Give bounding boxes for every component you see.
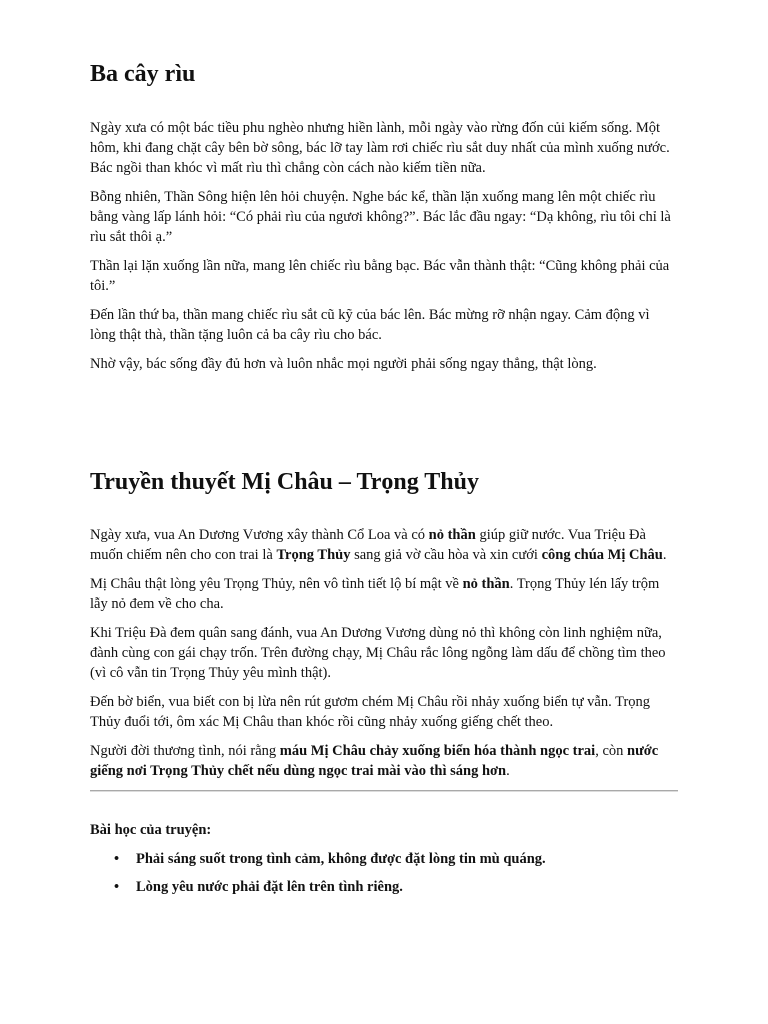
paragraph: Bỗng nhiên, Thần Sông hiện lên hỏi chuyện. Nghe bác kể, thần lặn xuống mang lên một chiếc rìu bằng vàng lấp lánh hỏi: “Có phải rìu của ngươi không?”. Bác lắc đầu ngay: “Dạ không, rìu tôi chỉ là rìu sắt thôi ạ.” (90, 189, 671, 245)
bold-text: nước giếng nơi Trọng Thủy chết nếu dùng ngọc trai mài vào thì sáng hơn (90, 743, 659, 779)
paragraph: Ngày xưa có một bác tiều phu nghèo nhưng hiền lành, mỗi ngày vào rừng đốn củi kiếm sống. Một hôm, khi đang chặt cây bên bờ sông, bác lỡ tay làm rơi chiếc rìu sắt duy nhất của mình xuống nước. Bác ngồi than khóc vì mất rìu thì chẳng còn cách nào kiếm tiền nữa. (90, 120, 670, 176)
lesson-heading: Bài học của truyện: (90, 822, 212, 838)
paragraph: Đến lần thứ ba, thần mang chiếc rìu sắt cũ kỹ của bác lên. Bác mừng rỡ nhận ngay. Cảm động vì lòng thật thà, thần tặng luôn cả ba cây rìu cho bác. (90, 307, 650, 343)
story-title: Truyền thuyết Mị Châu – Trọng Thủy (90, 469, 479, 495)
paragraph (90, 574, 678, 614)
paragraph: Khi Triệu Đà đem quân sang đánh, vua An Dương Vương dùng nỏ thì không còn linh nghiệm nữa, đành cùng con gái chạy trốn. Trên đường chạy, Mị Châu rắc lông ngỗng làm dấu để chồng tìm theo (vì cô vẫn tin Trọng Thủy yêu mình thật). (90, 625, 666, 681)
text-run: giúp giữ nước. Vua Triệu Đà muốn chiếm nên cho con trai là (90, 527, 646, 563)
text-run: . Trọng Thủy lén lấy trộm lẫy nỏ đem về cho cha. (90, 576, 660, 612)
text-run: Ngày xưa, vua An Dương Vương xây thành Cổ Loa và có (90, 527, 429, 543)
paragraph: Nhờ vậy, bác sống đầy đủ hơn và luôn nhắc mọi người phải sống ngay thẳng, thật lòng. (90, 356, 597, 372)
story-body (90, 118, 678, 374)
horizontal-divider (90, 790, 678, 792)
bold-text: nỏ thần (428, 527, 476, 543)
list-item-text: Phải sáng suốt trong tình cảm, không được đặt lòng tin mù quáng. (136, 851, 546, 867)
bullet-icon: • (114, 851, 120, 867)
lesson-list (90, 849, 678, 897)
text-run: , còn (595, 743, 628, 759)
paragraph: Thần lại lặn xuống lần nữa, mang lên chiếc rìu bằng bạc. Bác vẫn thành thật: “Cũng không phải của tôi.” (90, 258, 670, 294)
bold-text: công chúa Mị Châu (541, 547, 663, 563)
paragraph (90, 525, 678, 565)
bold-text: nỏ thần (462, 576, 510, 592)
text-run: sang giả vờ cầu hòa và xin cưới (350, 547, 542, 563)
text-run: . (662, 547, 667, 563)
list-item (114, 877, 678, 897)
text-run: . (506, 763, 510, 779)
paragraph: Đến bờ biển, vua biết con bị lừa nên rút gươm chém Mị Châu rồi nhảy xuống biển tự vẫn. Trọng Thủy đuổi tới, ôm xác Mị Châu than khóc rồi cũng nhảy xuống giếng chết theo. (90, 694, 651, 730)
bullet-icon: • (114, 879, 120, 895)
story-title: Ba cây rìu (90, 61, 196, 87)
text-run: Mị Châu thật lòng yêu Trọng Thủy, nên vô tình tiết lộ bí mật về (90, 576, 463, 592)
list-item-text: Lòng yêu nước phải đặt lên trên tình riêng. (136, 879, 403, 895)
list-item (114, 849, 678, 869)
bold-text: Trọng Thủy (276, 547, 351, 563)
bold-text: máu Mị Châu chảy xuống biển hóa thành ngọc trai (279, 743, 596, 759)
text-run: Người đời thương tình, nói rằng (90, 743, 280, 759)
story-body (90, 525, 678, 781)
paragraph (90, 741, 678, 781)
